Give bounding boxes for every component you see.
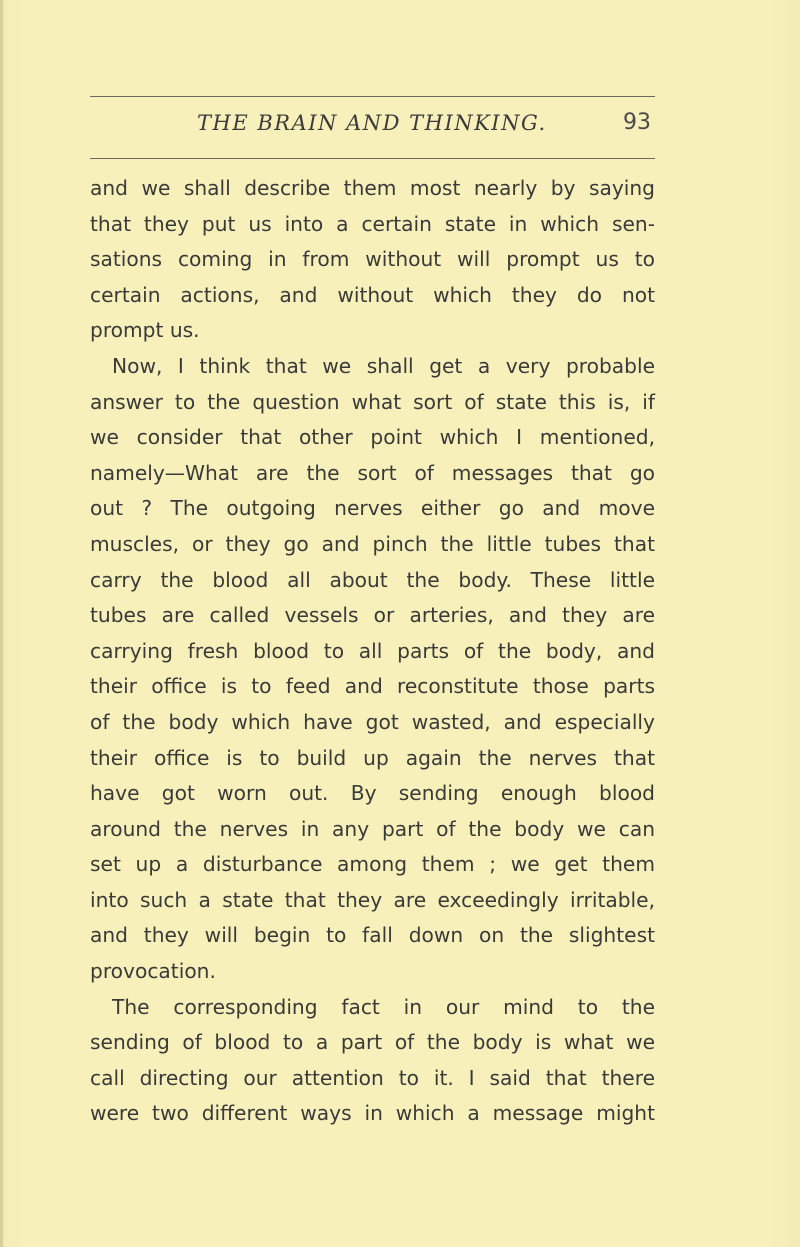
text-line: prompt us.	[90, 318, 200, 343]
text-line: have got worn out. By sending enough blood	[90, 781, 655, 806]
text-line: their office is to build up again the nerves that	[90, 745, 655, 770]
text-line: and we shall describe them most nearly by saying	[90, 176, 655, 200]
text-line: that they put us into a certain state in which sen-	[90, 211, 655, 236]
text-line: were two different ways in which a message might	[90, 1101, 655, 1126]
text-line: sending of blood to a part of the body is what we	[90, 1030, 655, 1055]
header-rule-bottom	[90, 158, 655, 159]
text-line: set up a disturbance among them ; we get them	[90, 852, 655, 877]
running-head-title: THE BRAIN AND THINKING.	[197, 111, 547, 135]
text-line: provocation.	[90, 959, 216, 984]
text-line: and they will begin to fall down on the slightest	[90, 923, 655, 948]
text-line: call directing our attention to it. I said that there	[90, 1065, 655, 1090]
page-edge	[0, 0, 3, 1247]
text-line: carry the blood all about the body. These little	[90, 567, 655, 592]
text-line: around the nerves in any part of the body we can	[90, 816, 655, 841]
text-line: The corresponding fact in our mind to the	[112, 994, 655, 1019]
text-line: namely—What are the sort of messages that go	[90, 460, 655, 485]
text-line: their office is to feed and reconstitute those parts	[90, 674, 655, 699]
header-rule-top	[90, 96, 655, 97]
page-number: 93	[623, 110, 651, 135]
text-line: of the body which have got wasted, and especially	[90, 709, 655, 734]
text-line: we consider that other point which I mentioned,	[90, 425, 655, 450]
text-line: answer to the question what sort of state this is, if	[90, 389, 655, 414]
text-line: carrying fresh blood to all parts of the body, and	[90, 638, 655, 663]
text-line: into such a state that they are exceedingly irritable,	[90, 887, 655, 912]
text-line: out ? The outgoing nerves either go and move	[90, 496, 655, 521]
text-line: sations coming in from without will prompt us to	[90, 247, 655, 272]
text-line: muscles, or they go and pinch the little tubes that	[90, 531, 655, 556]
body-text	[90, 171, 655, 1132]
text-line: tubes are called vessels or arteries, and they are	[90, 603, 655, 628]
text-line: certain actions, and without which they do not	[90, 282, 655, 307]
text-line: Now, I think that we shall get a very probable	[112, 353, 655, 378]
running-head	[90, 108, 655, 144]
